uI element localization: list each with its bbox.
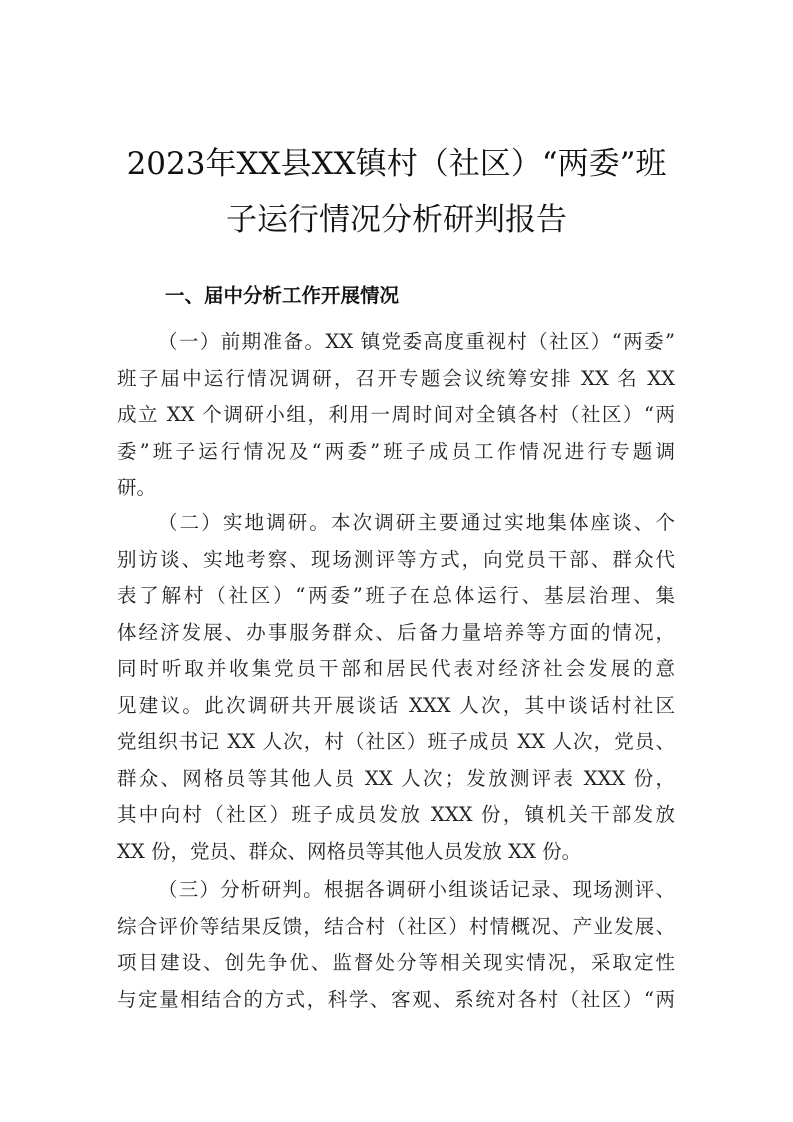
text-line: （三）分析研判。根据各调研小组谈话记录、现场测评、: [158, 878, 675, 901]
text-line: 成立 XX 个调研小组，利用一周时间对全镇各村（社区）“两: [117, 403, 675, 426]
text-line: 群众、网格员等其他人员 XX 人次；发放测评表 XXX 份，: [117, 766, 675, 790]
text-line: 研。: [117, 476, 157, 499]
text-line: 其中向村（社区）班子成员发放 XXX 份，镇机关干部发放: [117, 803, 675, 826]
title-line-1: 2023年XX县XX镇村（社区）“两委”班: [126, 146, 667, 182]
paragraph-field-research: [117, 505, 675, 870]
text-line: （二）实地调研。本次调研主要通过实地集体座谈、个: [158, 511, 675, 534]
paragraph-preparation: [117, 324, 675, 507]
text-line: 见建议。此次调研共开展谈话 XXX 人次，其中谈话村社区: [117, 693, 675, 717]
text-line: 与定量相结合的方式，科学、客观、系统对各村（社区）“两: [117, 987, 675, 1011]
section-heading: 一、届中分析工作开展情况: [165, 284, 400, 307]
text-line: 同时听取并收集党员干部和居民代表对经济社会发展的意: [117, 657, 675, 680]
text-line: 项目建设、创先争优、监督处分等相关现实情况，采取定性: [117, 951, 675, 974]
text-line: 别访谈、实地考察、现场测评等方式，向党员干部、群众代: [117, 547, 675, 571]
text-line: 综合评价等结果反馈，结合村（社区）村情概况、产业发展、: [117, 914, 675, 938]
title-line-2: 子运行情况分析研判报告: [226, 202, 567, 238]
text-line: 体经济发展、办事服务群众、后备力量培养等方面的情况，: [117, 620, 675, 644]
text-line: XX 份，党员、群众、网格员等其他人员发放 XX 份。: [117, 839, 582, 863]
text-line: 党组织书记 XX 人次，村（社区）班子成员 XX 人次，党员、: [117, 730, 675, 753]
text-line: 班子届中运行情况调研，召开专题会议统筹安排 XX 名 XX: [117, 366, 675, 390]
text-line: 委”班子运行情况及“两委”班子成员工作情况进行专题调: [117, 439, 675, 463]
document-title: [100, 136, 693, 248]
text-line: （一）前期准备。XX 镇党委高度重视村（社区）“两委”: [158, 330, 675, 353]
text-line: 表了解村（社区）“两委”班子在总体运行、基层治理、集: [117, 584, 675, 607]
paragraph-analysis: [117, 872, 675, 1018]
